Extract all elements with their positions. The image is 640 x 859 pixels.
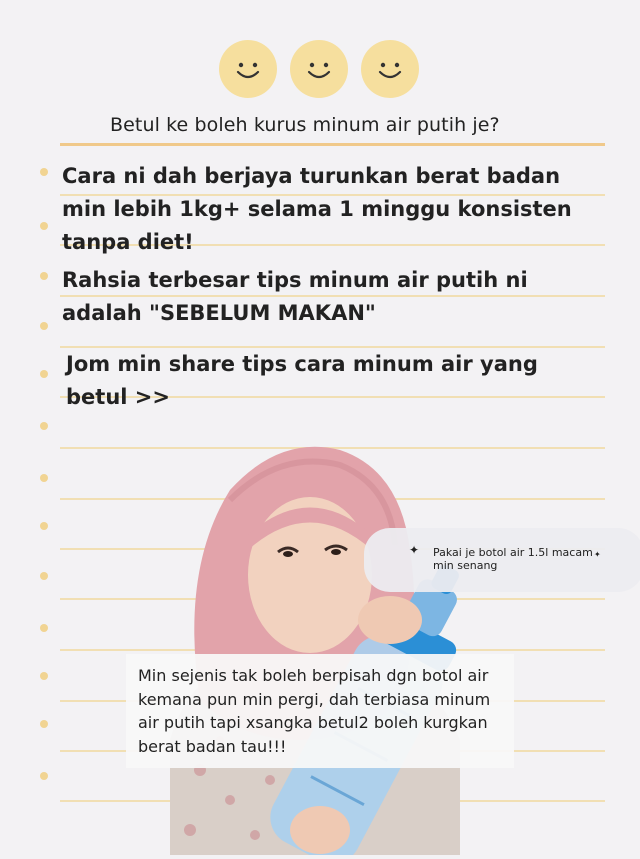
tip-paragraph-1: Cara ni dah berjaya turunkan berat badan min lebih 1kg+ selama 1 minggu konsisten tanpa diet! xyxy=(62,164,572,254)
photo-woman-drinking xyxy=(160,440,480,855)
smiley-icon xyxy=(361,40,419,98)
margin-dot xyxy=(40,672,48,680)
page-title: Betul ke boleh kurus minum air putih je? xyxy=(110,114,500,136)
margin-dot xyxy=(40,772,48,780)
photo-caption: Min sejenis tak boleh berpisah dgn botol air kemana pun min pergi, dah terbiasa minum air putih tapi xsangka betul2 boleh kurgkan berat badan tau!!! xyxy=(138,666,491,756)
smiley-icon xyxy=(290,40,348,98)
margin-dot xyxy=(40,422,48,430)
margin-dot xyxy=(40,370,48,378)
ruled-line xyxy=(60,143,605,146)
margin-dot xyxy=(40,222,48,230)
margin-dot xyxy=(40,322,48,330)
tip-paragraph-2: Rahsia terbesar tips minum air putih ni adalah "SEBELUM MAKAN" xyxy=(62,268,528,325)
sparkle-icon: ✦ xyxy=(409,543,420,557)
margin-dot xyxy=(40,572,48,580)
sparkle-icon: ✦ xyxy=(594,550,601,559)
margin-dot xyxy=(40,272,48,280)
smiley-icon xyxy=(219,40,277,98)
margin-dot xyxy=(40,720,48,728)
tip-paragraph-3: Jom min share tips cara minum air yang betul >> xyxy=(66,352,538,409)
bubble-text: Pakai je botol air 1.5l macam min senang xyxy=(433,546,593,572)
margin-dot xyxy=(40,474,48,482)
margin-dot xyxy=(40,168,48,176)
margin-dot xyxy=(40,522,48,530)
margin-dot xyxy=(40,624,48,632)
